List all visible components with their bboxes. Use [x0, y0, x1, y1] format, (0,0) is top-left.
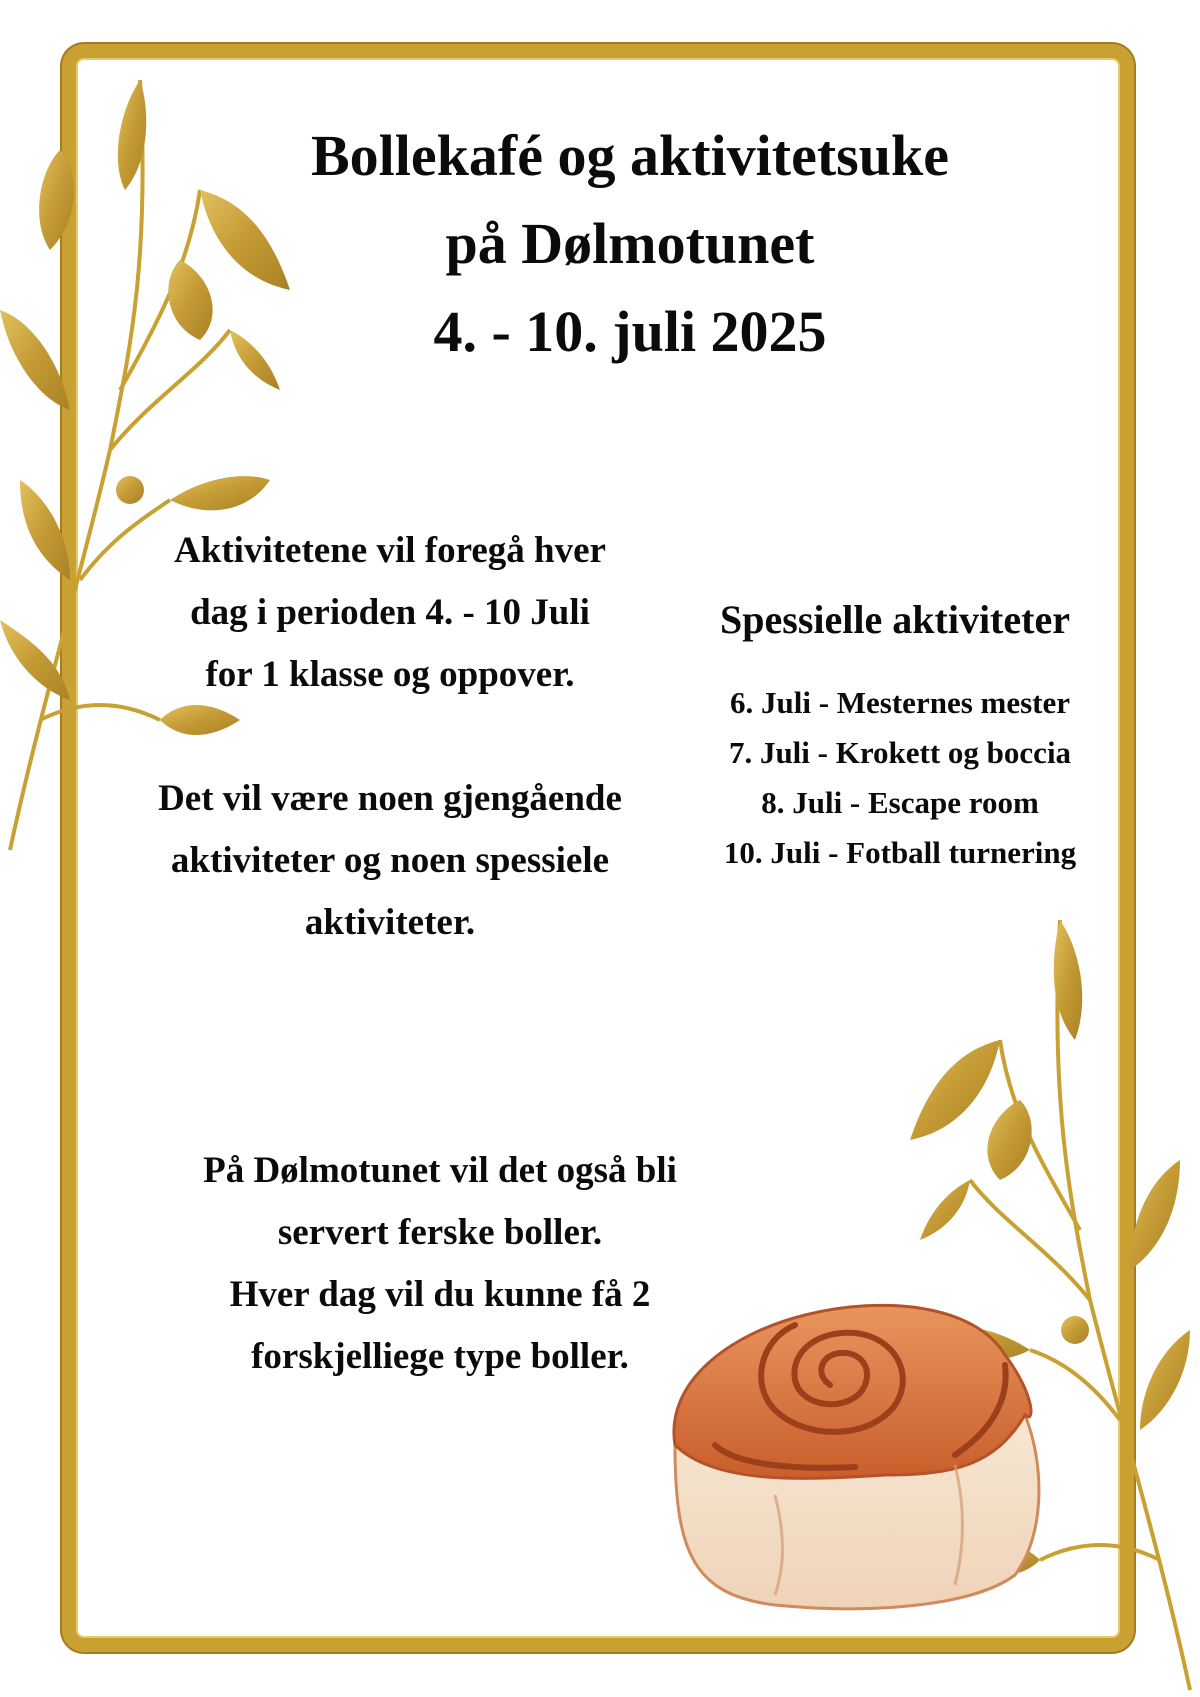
intro-line-1: Aktivitetene vil foregå hver — [174, 530, 606, 571]
recurring-line-3: aktiviteter. — [304, 902, 476, 943]
title-line-1: Bollekafé og aktivitetsuke — [311, 123, 949, 188]
recurring-line-1: Det vil være noen gjengående — [158, 778, 622, 819]
title-line-3: 4. - 10. juli 2025 — [433, 299, 827, 364]
buns-text — [140, 1140, 740, 1388]
buns-line-3: Hver dag vil du kunne få 2 — [229, 1274, 651, 1315]
list-item: 10. Juli - Fotball turnering — [723, 835, 1077, 870]
intro-line-2: dag i perioden 4. - 10 Juli — [190, 592, 590, 633]
intro-text — [110, 520, 670, 706]
list-item: 7. Juli - Krokett og boccia — [728, 735, 1072, 770]
special-activities-list — [680, 678, 1120, 878]
list-item: 8. Juli - Escape room — [761, 785, 1039, 820]
intro-line-3: for 1 klasse og oppover. — [205, 654, 575, 695]
buns-line-1: På Dølmotunet vil det også bli — [203, 1150, 677, 1191]
recurring-text — [90, 768, 690, 954]
buns-line-2: servert ferske boller. — [277, 1212, 603, 1253]
recurring-line-2: aktiviteter og noen spessiele — [170, 840, 610, 881]
special-activities-heading: Spessielle aktiviteter — [720, 597, 1070, 642]
list-item: 6. Juli - Mesternes mester — [729, 685, 1071, 720]
buns-line-4: forskjelliege type boller. — [251, 1336, 629, 1377]
title-line-2: på Dølmotunet — [445, 211, 815, 276]
page-title — [200, 112, 1060, 376]
